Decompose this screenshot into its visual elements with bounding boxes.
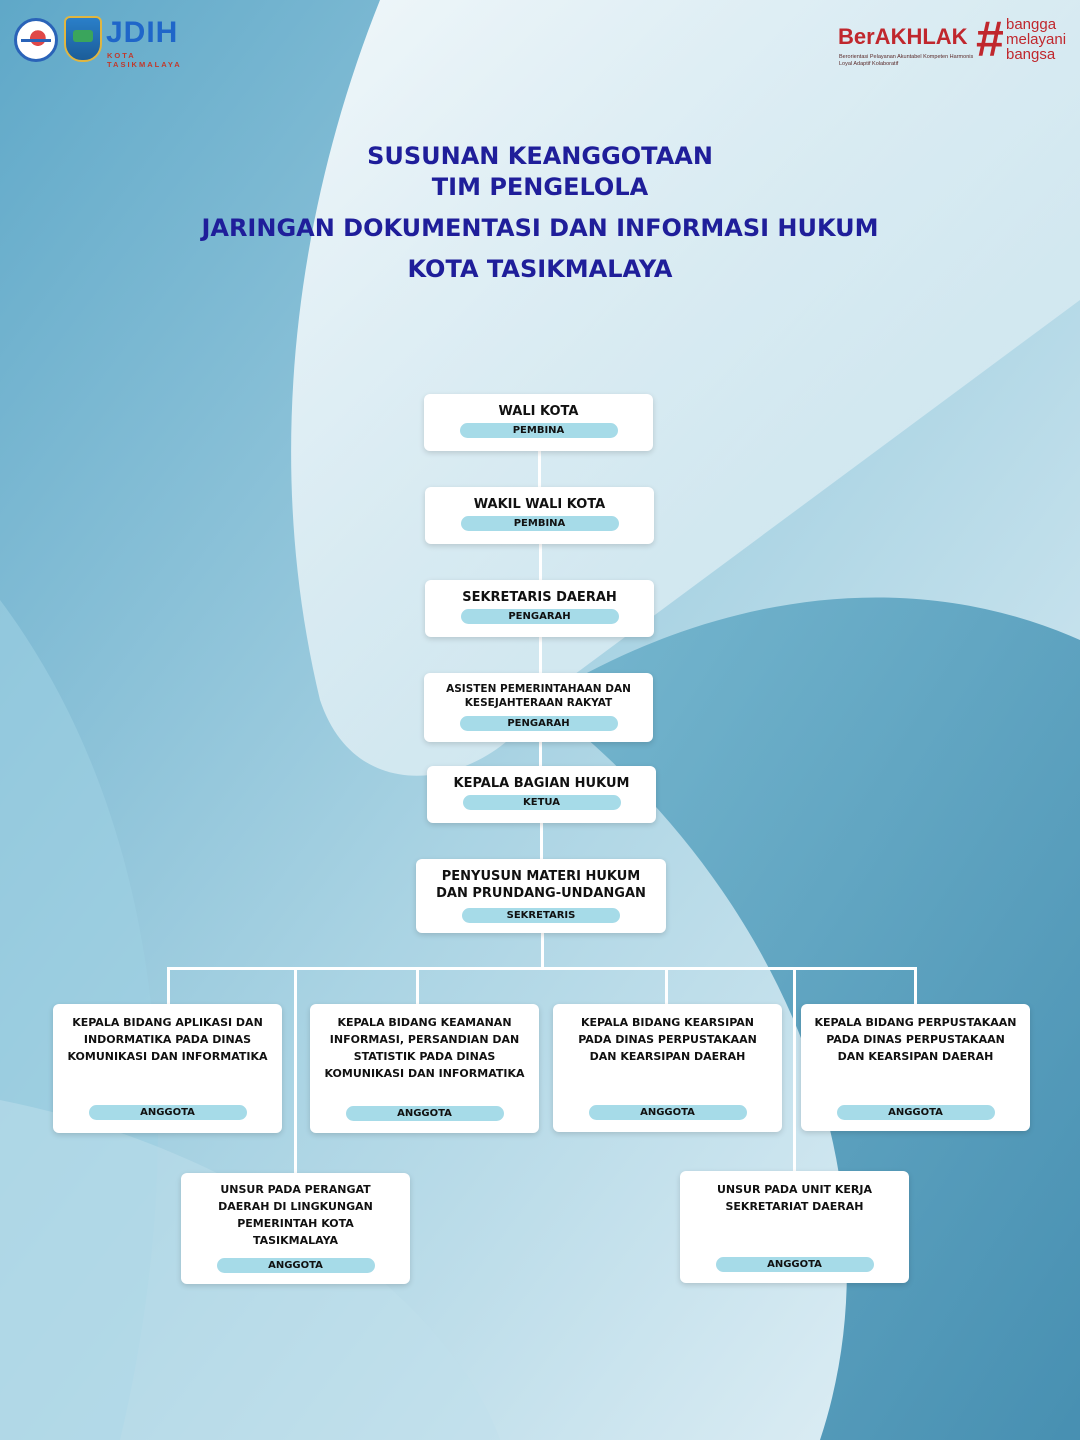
org-box-bidang-keamanan-informasi (310, 1004, 539, 1133)
position-name: WAKIL WALI KOTA (473, 497, 606, 512)
position-name: WALI KOTA (498, 404, 579, 419)
org-box-bidang-perpustakaan (801, 1004, 1030, 1131)
org-box-sekretaris-daerah (425, 580, 654, 637)
connector-line (539, 637, 542, 673)
position-name: UNSUR PADA PERANGAT DAERAH DI LINGKUNGAN PEMERINTAH KOTA TASIKMALAYA (218, 1183, 373, 1247)
role-badge: PENGARAH (460, 716, 618, 731)
role-badge: PENGARAH (461, 609, 619, 624)
page-title-line1: SUSUNAN KEANGGOTAAN (367, 142, 713, 170)
berakhlak-logo-group (838, 11, 1068, 74)
connector-line (540, 823, 543, 859)
role-badge: KETUA (463, 795, 621, 810)
position-name: KEPALA BAGIAN HUKUM (453, 776, 630, 791)
position-name: ASISTEN PEMERINTAHAAN DAN KESEJAHTERAAN RAKYAT (446, 683, 631, 709)
org-box-unsur-sekretariat-daerah (680, 1171, 909, 1283)
org-box-wakil-wali-kota (425, 487, 654, 544)
connector-line (538, 451, 541, 487)
connector-line (294, 967, 297, 1173)
connector-line (793, 967, 796, 1173)
org-box-unsur-perangkat-daerah (181, 1173, 410, 1284)
berakhlak-tagline: Berorientasi Pelayanan Akuntabel Kompeten Harmonis Loyal Adaptif Kolaboratif (839, 54, 974, 67)
tasikmalaya-emblem-icon (64, 16, 102, 62)
jdih-logo-text: JDIH (106, 16, 179, 49)
page-title-line2: TIM PENGELOLA (431, 173, 649, 201)
jdih-logo-subtitle: KOTA TASIKMALAYA (107, 51, 182, 69)
jdih-logo-group (14, 14, 194, 69)
role-badge: PEMBINA (460, 423, 618, 438)
position-name: KEPALA BIDANG APLIKASI DAN INDORMATIKA PADA DINAS KOMUNIKASI DAN INFORMATIKA (67, 1016, 268, 1063)
org-box-wali-kota (424, 394, 653, 451)
role-badge: ANGGOTA (716, 1257, 874, 1272)
org-box-asisten-pemerintahan (424, 673, 653, 742)
org-box-penyusun-materi-hukum (416, 859, 666, 933)
position-name: UNSUR PADA UNIT KERJA SEKRETARIAT DAERAH (716, 1183, 872, 1213)
connector-line (541, 933, 544, 968)
role-badge: ANGGOTA (217, 1258, 375, 1273)
org-box-kepala-bagian-hukum (427, 766, 656, 823)
role-badge: ANGGOTA (89, 1105, 247, 1120)
role-badge: ANGGOTA (589, 1105, 747, 1120)
connector-line (539, 544, 542, 580)
role-badge: ANGGOTA (837, 1105, 995, 1120)
page-title-line3: JARINGAN DOKUMENTASI DAN INFORMASI HUKUM (201, 214, 879, 242)
connector-line (167, 967, 170, 1004)
org-box-bidang-kearsipan (553, 1004, 782, 1132)
berakhlak-logo-text: BerAKHLAK (838, 24, 968, 49)
connector-line (539, 742, 542, 766)
connector-line (416, 967, 419, 1004)
page-title-line4: KOTA TASIKMALAYA (407, 255, 673, 283)
org-box-bidang-aplikasi-informatika (53, 1004, 282, 1133)
position-name: KEPALA BIDANG KEARSIPAN PADA DINAS PERPUSTAKAAN DAN KEARSIPAN DAERAH (578, 1016, 757, 1063)
role-badge: ANGGOTA (346, 1106, 504, 1121)
position-name: KEPALA BIDANG PERPUSTAKAAN PADA DINAS PERPUSTAKAAN DAN KEARSIPAN DAERAH (814, 1016, 1017, 1063)
jdih-national-globe-icon (14, 18, 58, 62)
connector-line (914, 967, 917, 1004)
role-badge: PEMBINA (461, 516, 619, 531)
connector-line-horizontal (167, 967, 917, 970)
position-name: PENYUSUN MATERI HUKUM DAN PRUNDANG-UNDANGAN (436, 869, 646, 901)
connector-line (665, 967, 668, 1004)
role-badge: SEKRETARIS (462, 908, 620, 923)
hashtag-icon: # (976, 11, 1004, 67)
position-name: KEPALA BIDANG KEAMANAN INFORMASI, PERSANDIAN DAN STATISTIK PADA DINAS KOMUNIKASI DAN INFORMATIKA (324, 1016, 525, 1080)
position-name: SEKRETARIS DAERAH (462, 590, 617, 605)
bangga-melayani-bangsa-text: bangga melayani bangsa (1006, 16, 1067, 63)
